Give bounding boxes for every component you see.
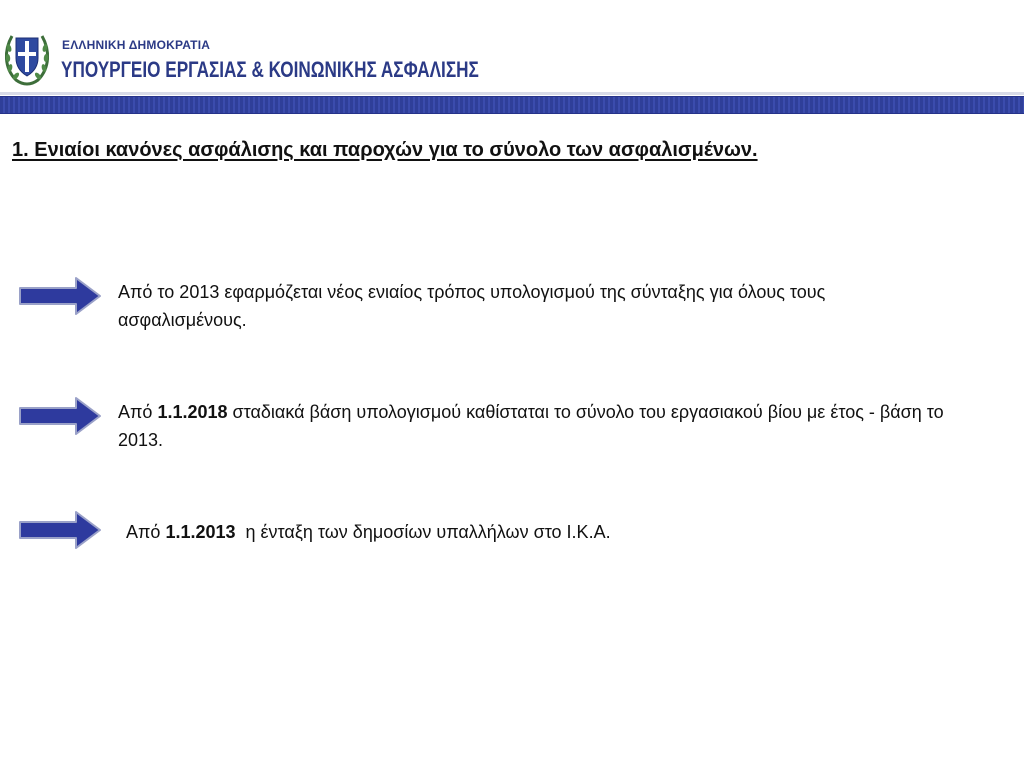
greek-coat-of-arms-icon [4,28,50,86]
ministry-name: ΥΠΟΥΡΓΕΙΟ ΕΡΓΑΣΙΑΣ & ΚΟΙΝΩΝΙΚΗΣ ΑΣΦΑΛΙΣΗΣ [61,57,479,82]
header-bar [0,96,1024,114]
right-arrow-icon [18,510,102,550]
bullet-text [118,278,958,334]
right-arrow-icon [18,276,102,316]
page-title: 1. Ενιαίοι κανόνες ασφάλισης και παροχών για το σύνολο των ασφαλισμένων. [12,139,758,161]
bullet-text-post: η ένταξη των δημοσίων υπαλλήλων στο Ι.Κ.Α. [235,522,611,542]
government-name: ΕΛΛΗΝΙΚΗ ΔΗΜΟΚΡΑΤΙΑ [62,38,211,52]
bullet-text [118,398,958,454]
right-arrow-icon [18,396,102,436]
header-divider [0,92,1024,95]
ministry-header [0,0,1024,116]
bullet-date: 1.1.2018 [157,402,228,422]
bullet-text-pre: Από [118,402,158,422]
bullet-text [126,518,966,546]
bullet-text-main: Από το 2013 εφαρμόζεται νέος ενιαίος τρόπος υπολογισμού της σύνταξης για όλους τους ασφαλισμένους. [118,282,826,330]
bullet-text-pre: Από [126,522,166,542]
bullet-date: 1.1.2013 [165,522,236,542]
bullet-text-post: σταδιακά βάση υπολογισμού καθίσταται το σύνολο του εργασιακού βίου με έτος - βάση το 2013. [118,402,944,450]
